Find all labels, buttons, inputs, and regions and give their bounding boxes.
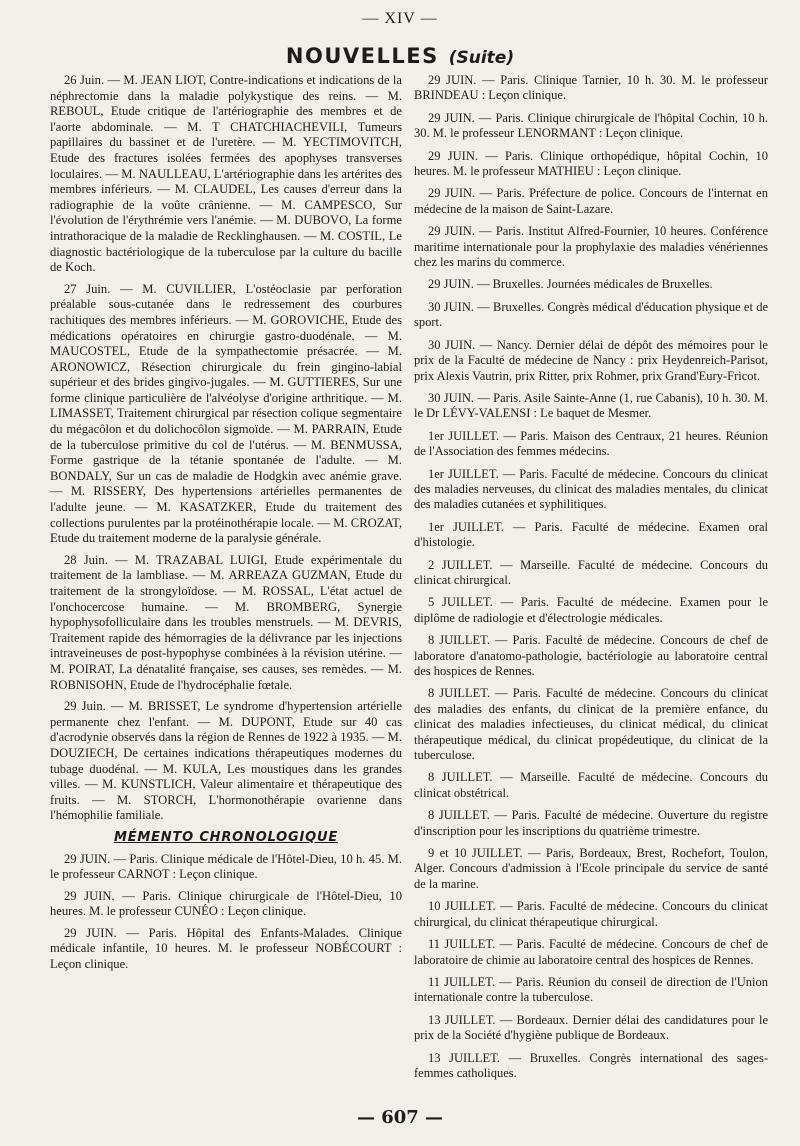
thesis-entry: 28 Juin. — M. TRAZABAL LUIGI, Etude expérimentale du traitement de la lambliase. — M. ARREAZA GUZMAN, Etude du traitement de la strongyloïdose. — M. ROSSAL, L'état actuel de l'onchocercose humaine. — M. BROMBERG, Synergie hypophysofolliculaire dans les troubles menstruels. — M. DEVRIS, Traitement rapide des hémorragies de la délivrance par les injections intraveineuses de post-hypophyse combinées à la révision utérine. — M. POIRAT, La dénatalité française, ses causes, ses remèdes. — M. ROBNISOHN, Etude de l'hydrocéphalie fœtale.: [50, 552, 402, 692]
memento-entry: 29 JUIN. — Paris. Clinique Tarnier, 10 h. 30. M. le professeur BRINDEAU : Leçon clinique.: [414, 73, 768, 103]
page-number-bottom: — 607 —: [356, 1107, 444, 1128]
memento-entry: 29 JUIN. — Paris. Clinique chirurgicale de l'hôpital Cochin, 10 h. 30. M. le professeur LENORMANT : Leçon clinique.: [414, 110, 768, 141]
memento-entry: 10 JUILLET. — Paris. Faculté de médecine. Concours du clinicat chirurgical, du clinicat thérapeutique chirurgical.: [414, 899, 768, 929]
section-title-nouvelles: NOUVELLES: [285, 44, 439, 68]
memento-entry: 1er JUILLET. — Paris. Faculté de médecine. Examen oral d'histologie.: [414, 519, 768, 550]
memento-entry: 29 JUIN. — Paris. Hôpital des Enfants-Malades. Clinique médicale infantile, 10 heures. M. le professeur NOBÉCOURT : Leçon clinique.: [50, 925, 402, 972]
memento-entry: 1er JUILLET. — Paris. Maison des Centraux, 21 heures. Réunion de l'Association des femmes médecins.: [414, 428, 768, 459]
page-number-top: — XIV —: [362, 10, 438, 27]
memento-entry: 9 et 10 JUILLET. — Paris, Bordeaux, Brest, Rochefort, Toulon, Alger. Concours d'admission à l'Ecole principale du service de santé de la marine.: [414, 846, 768, 891]
memento-entry: 5 JUILLET. — Paris. Faculté de médecine. Examen pour le diplôme de radiologie et d'électrologie médicales.: [414, 595, 768, 625]
memento-entry: 29 JUIN. — Paris. Clinique orthopédique, hôpital Cochin, 10 heures. M. le professeur MATHIEU : Leçon clinique.: [414, 148, 768, 179]
memento-entry: 8 JUILLET. — Paris. Faculté de médecine. Concours de chef de laboratore d'anatomo-pathologie, bactériologie au laboratoire central des hospices de Rennes.: [414, 633, 768, 678]
right-column: [414, 73, 768, 1088]
page-header: [0, 44, 800, 68]
memento-entry: 30 JUIN. — Paris. Asile Sainte-Anne (1, rue Cabanis), 10 h. 30. M. le Dr LÉVY-VALENSI : Le baquet de Mesmer.: [414, 390, 768, 421]
thesis-entry: 27 Juin. — M. CUVILLIER, L'ostéoclasie par perforation préalable sous-cutanée dans le redressement des courbures rachitiques des membres inférieurs. — M. GOROVICHE, Etude des médications opératoires en chirurgie gastro-duodénale. — M. MAUCOSTEL, Etude de la sympathectomie présacrée. — M. ARONOWICZ, Résection chirurgicale du frein gingino-labial supérieur et des brides gingivo-jugales. — M. GUTTIERES, Sur une forme clinique particulière de l'alvéolyse d'origine arthritique. — M. LIMASSET, Traitement chirurgical par résection colique segmentaire du mégacôlon et du dolichocôlon sigmoïde. — M. PARRAIN, Etude de la tuberculose primitive du col de l'utérus. — M. BENMUSSA, Forme gastrique de la tétanie spontanée de l'adulte. — M. BONDALY, Sur un cas de maladie de Hodgkin avec anémie grave. — M. RISSERY, Des hypertensions artérielles permanentes de l'adulte jeune. — M. KASATZKER, Etude du traitement des collections purulentes par la protéinothérapie locale. — M. CROZAT, Etude du traitement moderne de la paralysie générale.: [50, 281, 402, 546]
memento-entry: 30 JUIN. — Bruxelles. Congrès médical d'éducation physique et de sport.: [414, 299, 768, 330]
memento-title: MÉMENTO CHRONOLOGIQUE: [113, 829, 339, 845]
memento-entry: 11 JUILLET. — Paris. Réunion du conseil de direction de l'Union internationale contre la tuberculose.: [414, 974, 768, 1005]
memento-entry: 29 JUIN. — Paris. Clinique chirurgicale de l'Hôtel-Dieu, 10 heures. M. le professeur CUNÉO : Leçon clinique.: [50, 888, 402, 919]
memento-entry: 29 JUIN. — Paris. Institut Alfred-Fournier, 10 heures. Conférence maritime internationale pour la prophylaxie des maladies vénériennes chez les marins du commerce.: [414, 224, 768, 270]
memento-entry: 29 JUIN. — Paris. Clinique médicale de l'Hôtel-Dieu, 10 h. 45. M. le professeur CARNOT : Leçon clinique.: [50, 851, 402, 882]
thesis-entry: 29 Juin. — M. BRISSET, Le syndrome d'hypertension artérielle permanente chez l'enfant. — M. DUPONT, Etude sur 40 cas d'acrodynie observés dans la région de Rennes de 1922 à 1935. — M. DOUZIECH, De certaines indications thérapeutiques modernes du tubage duodénal. — M. KULA, Les moustiques dans les grandes villes. — M. KUNSTLICH, Valeur alimentaire et thérapeutique des fruits. — M. STORCH, L'hormonothérapie ovarienne dans l'hémophilie familiale.: [50, 699, 402, 823]
memento-entry: 11 JUILLET. — Paris. Faculté de médecine. Concours de chef de laboratoire de chimie au laboratoire central des hospices de Rennes.: [414, 937, 768, 967]
memento-entry: 30 JUIN. — Nancy. Dernier délai de dépôt des mémoires pour le prix de la Faculté de médecine de Nancy : prix Heydenreich-Parisot, prix Alexis Vautrin, prix Ritter, prix Rohmer, prix Grand'Eury-Fricot.: [414, 337, 768, 383]
left-column: [50, 73, 402, 979]
memento-entry: 29 JUIN. — Bruxelles. Journées médicales de Bruxelles.: [428, 277, 713, 292]
memento-entry: 1er JUILLET. — Paris. Faculté de médecine. Concours du clinicat des maladies nerveuses, du clinicat des maladies mentales, du clinicat des maladies cutanées et syphilitiques.: [414, 466, 768, 512]
memento-entry: 8 JUILLET. — Paris. Faculté de médecine. Concours du clinicat des maladies des enfants, du clinicat de la première enfance, du clinicat des maladies infectieuses, du clinicat médical, du clinicat thérapeutique médical, du clinicat propédeutique, du clinicat de la tuberculose.: [414, 686, 768, 763]
memento-entry: 13 JUILLET. — Bruxelles. Congrès international des sages-femmes catholiques.: [414, 1050, 768, 1080]
thesis-entry: 26 Juin. — M. JEAN LIOT, Contre-indications et indications de la néphrectomie dans la maladie polykystique des reins. — M. REBOUL, Etude critique de l'artériographie des membres et de l'aorte abdominale. — M. T CHATCHIACHEVILI, Tumeurs papillaires du bassinet et de l'uretère. — M. YECTIMOVITCH, Etude des fractures isolées fermées des apophyses transverses loculaires. — M. NAULLEAU, L'artériographie dans les artérites des membres inférieurs. — M. CLAUDEL, Les causes d'erreur dans la radiographie de la voûte crânienne. — M. CAMPESCO, Sur l'évolution de l'érythrémie vers l'anémie. — M. DUBOVO, La forme intrathoracique de la maladie de Recklinghausen. — M. COSTIL, Le diagnostic bactériologique de la tuberculose par la culture du bacille de Koch.: [50, 73, 402, 275]
memento-entry: 13 JUILLET. — Bordeaux. Dernier délai des candidatures pour le prix de la Société d'hygiène publique de Bordeaux.: [414, 1012, 768, 1043]
memento-entry: 8 JUILLET. — Marseille. Faculté de médecine. Concours du clinicat obstétrical.: [414, 770, 768, 800]
section-subtitle-suite: (Suite): [448, 48, 515, 68]
memento-entry: 8 JUILLET. — Paris. Faculté de médecine. Ouverture du registre d'inscription pour les inscriptions du quatrième trimestre.: [414, 808, 768, 838]
memento-entry: 2 JUILLET. — Marseille. Faculté de médecine. Concours du clinicat chirurgical.: [414, 557, 768, 587]
memento-entry: 29 JUIN. — Paris. Préfecture de police. Concours de l'internat en médecine de la maison de Saint-Lazare.: [414, 186, 768, 216]
